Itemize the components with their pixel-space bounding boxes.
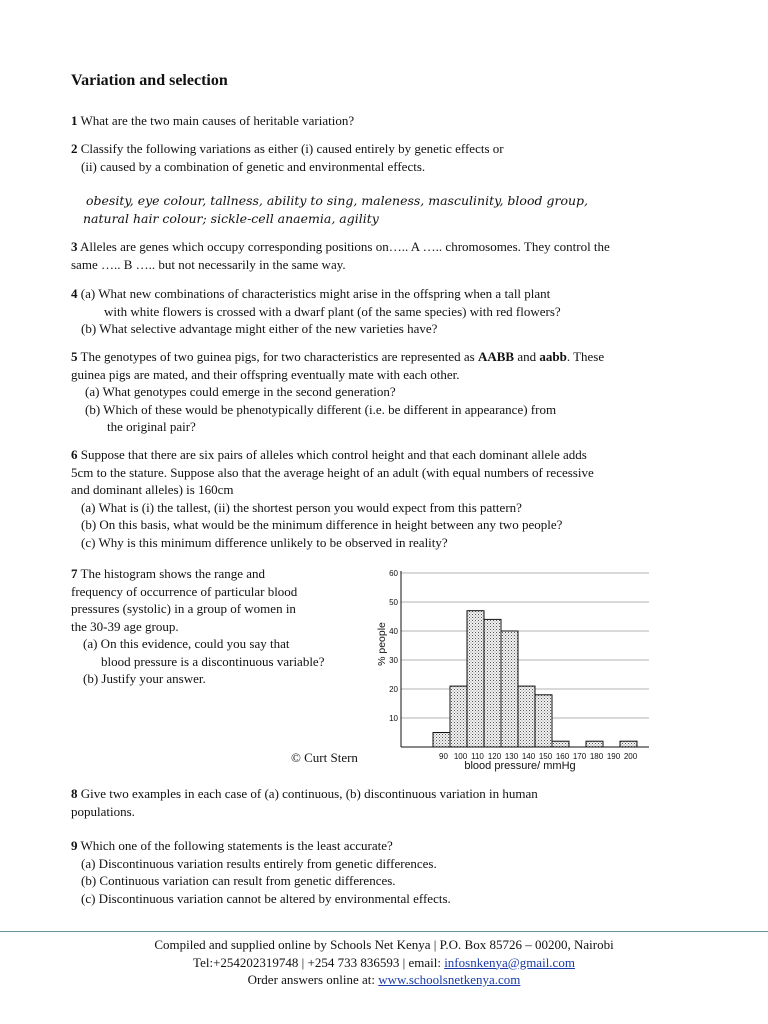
question-7 <box>71 565 324 688</box>
question-number: 2 <box>71 141 78 156</box>
question-text: Classify the following variations as either (i) caused entirely by genetic effects or <box>80 141 504 156</box>
question-text: (b) Justify your answer. <box>83 671 206 686</box>
histogram-bar <box>501 631 518 747</box>
question-text: (b) Continuous variation can result from genetic differences. <box>81 873 396 888</box>
variation-list-line: natural hair colour; sickle-cell anaemia, agility <box>83 210 379 226</box>
question-number: 7 <box>71 566 78 581</box>
question-text: 5cm to the stature. Suppose also that the average height of an adult (with equal numbers of recessive <box>71 464 594 480</box>
y-tick-label: 10 <box>389 714 398 723</box>
question-2 <box>71 140 504 175</box>
question-1 <box>71 112 354 130</box>
question-text: (b) On this basis, what would be the minimum difference in height between any two people? <box>81 517 563 532</box>
question-text: (a) What genotypes could emerge in the second generation? <box>85 384 396 399</box>
y-tick-label: 40 <box>389 627 398 636</box>
question-3 <box>71 238 610 273</box>
website-link[interactable]: www.schoolsnetkenya.com <box>378 972 521 987</box>
question-text: (a) On this evidence, could you say that <box>83 636 290 651</box>
blood-pressure-histogram <box>370 563 660 775</box>
histogram-bar <box>433 733 450 748</box>
question-text: guinea pigs are mated, and their offspring eventually mate with each other. <box>71 366 460 382</box>
email-link[interactable]: infosnkenya@gmail.com <box>444 954 575 970</box>
x-tick-label: 190 <box>606 752 621 761</box>
question-number: 5 <box>71 349 78 364</box>
y-tick-label: 60 <box>389 569 398 578</box>
x-tick-label: 120 <box>487 752 502 761</box>
question-text: and dominant alleles) is 160cm <box>71 482 234 497</box>
question-text: Which one of the following statements is the least accurate? <box>80 838 393 853</box>
x-tick-label: 110 <box>471 752 484 761</box>
histogram-bar <box>535 695 552 747</box>
footer-contact <box>0 954 768 972</box>
footer-order-label: Order answers online at: <box>247 972 379 987</box>
question-text: same ….. B ….. but not necessarily in the same way. <box>71 256 346 272</box>
question-text: the original pair? <box>107 419 196 434</box>
question-text: frequency of occurrence of particular blood <box>71 583 298 599</box>
question-text: (ii) caused by a combination of genetic and environmental effects. <box>81 158 426 174</box>
question-text: blood pressure is a discontinuous variable? <box>101 653 325 669</box>
question-text: populations. <box>71 803 135 819</box>
histogram-bar <box>518 686 535 747</box>
x-axis-label: blood pressure/ mmHg <box>464 760 576 772</box>
histogram-bar <box>484 619 501 747</box>
x-tick-label: 140 <box>521 752 536 761</box>
question-text: with white flowers is crossed with a dwarf plant (of the same species) with red flowers? <box>104 303 561 319</box>
question-8 <box>71 785 538 820</box>
histogram-bar <box>552 741 569 747</box>
question-text: (c) Why is this minimum difference unlikely to be observed in reality? <box>81 534 448 550</box>
x-tick-label: 130 <box>504 752 519 761</box>
conjunction: and <box>514 349 540 364</box>
question-text: (a) What is (i) the tallest, (ii) the shortest person you would expect from this pattern? <box>81 499 522 515</box>
question-number: 9 <box>71 838 78 853</box>
question-text: Give two examples in each case of (a) continuous, (b) discontinuous variation in human <box>80 786 538 801</box>
footer-order <box>0 971 768 989</box>
question-number: 1 <box>71 113 78 128</box>
question-text: (a) Discontinuous variation results entirely from genetic differences. <box>81 855 437 871</box>
y-tick-label: 30 <box>389 656 398 665</box>
question-number: 3 <box>71 239 78 254</box>
histogram-bar <box>620 741 637 747</box>
histogram-bar <box>586 741 603 747</box>
question-text: (a) What new combinations of characteristics might arise in the offspring when a tall plant <box>80 286 551 301</box>
y-axis-label: % people <box>376 622 388 666</box>
histogram-bar <box>450 686 467 747</box>
x-tick-label: 150 <box>538 752 553 761</box>
page-title: Variation and selection <box>71 72 228 89</box>
y-tick-label: 50 <box>389 598 398 607</box>
chart-y-ticks <box>389 569 398 723</box>
footer-phone: Tel:+254202319748 | +254 733 836593 | email: <box>193 954 445 970</box>
footer <box>0 936 768 989</box>
variation-list-line: obesity, eye colour, tallness, ability to sing, maleness, masculinity, blood group, <box>86 193 588 208</box>
question-text: . These <box>566 349 605 364</box>
question-9 <box>71 837 451 907</box>
x-tick-label: 170 <box>572 752 587 761</box>
question-4 <box>71 285 561 338</box>
x-tick-label: 160 <box>555 752 570 761</box>
question-text: pressures (systolic) in a group of women in <box>71 601 296 616</box>
question-number: 4 <box>71 286 78 301</box>
genotype-2: aabb <box>539 349 567 364</box>
question-number: 8 <box>71 786 78 801</box>
question-text: The genotypes of two guinea pigs, for two characteristics are represented as <box>80 349 478 364</box>
question-text: (b) Which of these would be phenotypically different (i.e. be different in appearance) from <box>85 401 557 417</box>
histogram-bar <box>467 611 484 747</box>
x-tick-label: 200 <box>623 752 638 761</box>
footer-address: Compiled and supplied online by Schools Net Kenya | P.O. Box 85726 – 00200, Nairobi <box>154 937 614 952</box>
y-tick-label: 20 <box>389 685 398 694</box>
question-text: Suppose that there are six pairs of alleles which control height and that each dominant allele adds <box>80 447 587 462</box>
question-6 <box>71 446 594 551</box>
question-text: What are the two main causes of heritable variation? <box>80 113 355 128</box>
x-tick-label: 180 <box>589 752 604 761</box>
footer-divider <box>0 931 768 932</box>
question-text: The histogram shows the range and <box>80 566 265 581</box>
variation-list <box>83 192 588 227</box>
question-text: (c) Discontinuous variation cannot be altered by environmental effects. <box>81 890 451 906</box>
question-5 <box>71 348 604 436</box>
question-text: (b) What selective advantage might either of the new varieties have? <box>81 321 438 336</box>
image-credit: © Curt Stern <box>291 750 358 765</box>
x-tick-label: 90 <box>439 752 448 761</box>
question-text: the 30-39 age group. <box>71 618 179 634</box>
question-number: 6 <box>71 447 78 462</box>
question-text: Alleles are genes which occupy corresponding positions on….. A ….. chromosomes. They control the <box>80 239 610 254</box>
genotype-1: AABB <box>477 349 515 364</box>
x-tick-label: 100 <box>453 752 468 761</box>
